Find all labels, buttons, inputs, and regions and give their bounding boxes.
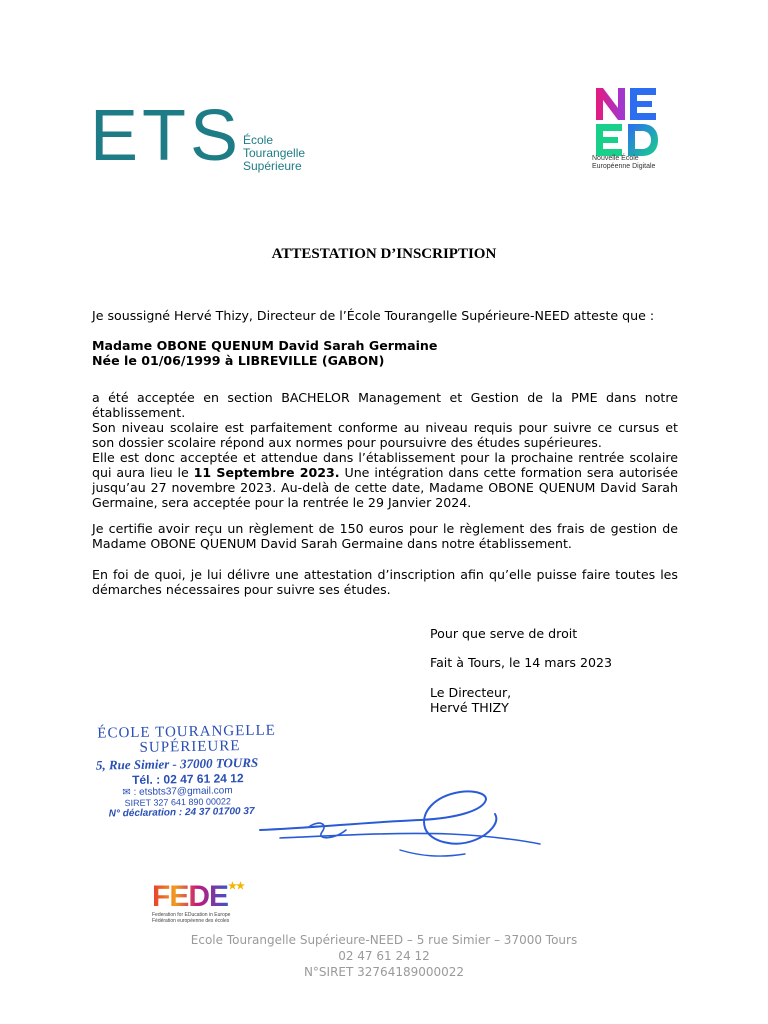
ets-logo-line: Supérieure — [243, 159, 302, 173]
rentree-date: 11 Septembre 2023. — [193, 465, 340, 480]
student-name: Madame OBONE QUENUM David Sarah Germaine — [92, 338, 438, 353]
rentree-text: Elle est donc acceptée et attendue dans l’établissement pour la prochaine rentrée scolaire qui aura lieu le — [92, 450, 678, 480]
closing-paragraph: En foi de quoi, je lui délivre une attestation d’inscription afin qu’elle puisse faire toutes les démarches nécessaires pour suivre ses études. — [92, 567, 678, 597]
fede-subtitle-1: Federation for EDucation in Europe — [152, 912, 231, 918]
footer-address: Ecole Tourangelle Supérieure-NEED – 5 rue Simier – 37000 Tours — [190, 933, 578, 947]
stamp-line: N° déclaration : 24 37 01700 37 — [108, 805, 255, 820]
ets-logo-line: École — [243, 133, 274, 147]
footer-siret: N°SIRET 32764189000022 — [303, 965, 465, 979]
mail-icon: ✉ — [122, 787, 134, 799]
rentree-line — [92, 450, 678, 510]
director-name: Hervé THIZY — [430, 700, 509, 715]
student-birth: Née le 01/06/1999 à LIBREVILLE (GABON) — [92, 353, 385, 368]
serve-de-droit: Pour que serve de droit — [430, 626, 578, 641]
stamp-line: SUPÉRIEURE — [139, 738, 241, 756]
handwritten-signature — [250, 780, 550, 870]
student-block — [92, 338, 678, 368]
document-title: ATTESTATION D’INSCRIPTION — [271, 246, 497, 262]
fede-letters: FEDE — [152, 880, 229, 913]
stamp-line: 5, Rue Simier - 37000 TOURS — [95, 754, 259, 773]
level-line: Son niveau scolaire est parfaitement conforme au niveau requis pour suivre ce cursus et son dossier scolaire répond aux normes pour poursuivre des études supérieures. — [92, 420, 678, 450]
footer-phone: 02 47 61 24 12 — [338, 949, 430, 963]
stamp-line: ÉCOLE TOURANGELLE — [97, 722, 276, 742]
acceptance-paragraph — [92, 390, 678, 510]
ets-logo-text — [243, 134, 305, 173]
need-logo-line: Européenne Digitale — [592, 163, 656, 170]
stamp-line: SIRET 327 641 890 00022 — [124, 796, 232, 809]
need-logo-subtitle — [592, 155, 655, 171]
ets-logo-line: Tourangelle — [243, 146, 306, 160]
stamp-email: : etsbts37@gmail.com — [133, 785, 233, 799]
ets-logo-mark: ETS — [90, 96, 243, 176]
acceptance-line: a été acceptée en section BACHELOR Management et Gestion de la PME dans notre établissement. — [92, 390, 678, 420]
fede-logo-word — [152, 882, 252, 912]
rentree-text-end: Une intégration dans cette formation sera autorisée jusqu’au 27 novembre 2023. Au-delà de cette date, Madame OBONE QUENUM David Sarah Germaine, sera acceptée pour la rentrée le 29 Janvier 2024. — [92, 465, 678, 510]
fede-subtitle-2: Fédération européenne des écoles — [152, 918, 230, 924]
intro-paragraph: Je soussigné Hervé Thizy, Directeur de l’École Tourangelle Supérieure-NEED atteste que : — [92, 308, 655, 323]
stamp-line: Tél. : 02 47 61 24 12 — [132, 771, 244, 788]
director-role: Le Directeur, — [430, 685, 512, 700]
place-date: Fait à Tours, le 14 mars 2023 — [430, 655, 613, 670]
payment-paragraph: Je certifie avoir reçu un règlement de 150 euros pour le règlement des frais de gestion de Madame OBONE QUENUM David Sarah Germaine dans notre établissement. — [92, 521, 678, 551]
star-icon: ★★ — [228, 881, 244, 892]
fede-logo — [152, 882, 252, 938]
need-logo-line: Nouvelle École — [592, 155, 639, 162]
